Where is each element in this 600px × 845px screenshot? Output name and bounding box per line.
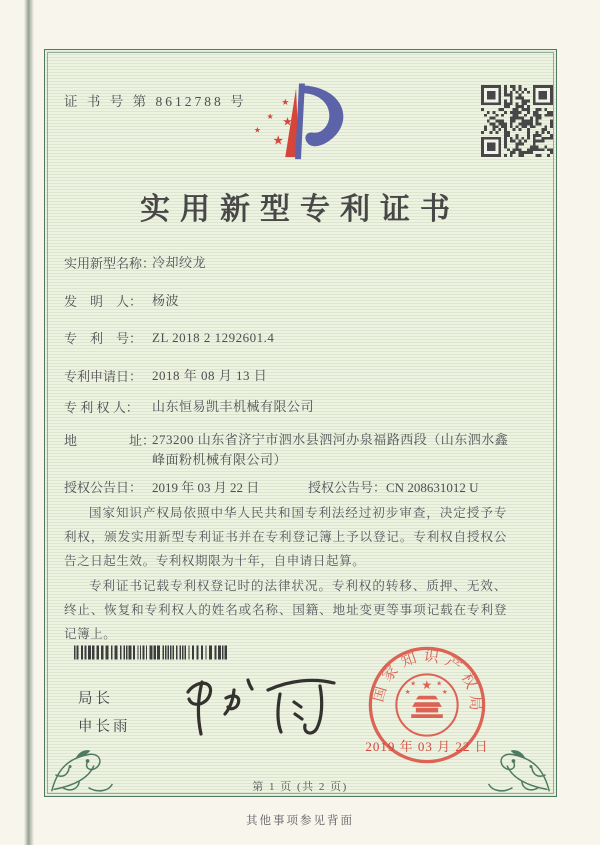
field-value: CN 208631012 U: [386, 480, 479, 495]
logo-star-icon: ★: [266, 111, 274, 121]
qr-code-icon: [481, 85, 553, 157]
field-value: 273200 山东省济宁市泗水县泗河办泉福路西段（山东泗水鑫峰面粉机械有限公司）: [152, 432, 509, 468]
field-label: 地 址：: [64, 433, 156, 448]
field-value: 山东恒易凯丰机械有限公司: [152, 399, 315, 414]
svg-text:★: ★: [410, 679, 417, 688]
director-signature: [168, 668, 358, 743]
page-indicator: 第 1 页 (共 2 页): [252, 781, 348, 793]
legal-paragraph: 国家知识产权局依照中华人民共和国专利法经过初步审查，决定授予专利权，颁发实用新型专利证书并在专利登记簿上予以登记。专利权自授权公告之日起生效。专利权期限为十年，自申请日起算。: [64, 506, 507, 568]
director-name-label: 申长雨: [78, 719, 131, 735]
field-value: 冷却绞龙: [152, 255, 207, 270]
barcode: [74, 645, 231, 660]
field-value: ZL 2018 2 1292601.4: [152, 330, 275, 345]
svg-text:★: ★: [441, 687, 448, 696]
field-row-patent-name: [64, 253, 524, 273]
cnipa-logo: [240, 56, 358, 164]
barcode-icon: [74, 645, 231, 660]
svg-text:★: ★: [436, 679, 443, 688]
svg-text:★: ★: [421, 678, 433, 693]
reverse-side-note: 其他事项参见背面: [246, 815, 354, 827]
scan-edge-shadow: [24, 0, 34, 845]
field-label: 授权公告号：: [308, 480, 387, 495]
logo-star-icon: ★: [253, 125, 261, 135]
certificate-title: 实用新型专利证书: [140, 193, 460, 226]
field-label: 专 利 权 人：: [64, 400, 139, 415]
logo-bowl-shape: [302, 85, 343, 146]
logo-star-icon: ★: [282, 114, 293, 129]
field-label: 专 利 号：: [64, 331, 143, 346]
legal-text-block: [64, 502, 507, 649]
field-row-patentee: [64, 397, 524, 417]
svg-text:★: ★: [404, 687, 411, 696]
field-row-inventor: [64, 291, 524, 311]
field-label: 实用新型名称：: [64, 256, 156, 271]
logo-star-icon: ★: [281, 98, 290, 109]
field-label: 发 明 人：: [64, 294, 143, 309]
certificate-number: 证 书 号 第 8612788 号: [64, 94, 247, 109]
grant-number-group: [308, 477, 478, 496]
qr-code: [481, 85, 553, 157]
field-value: 2018 年 08 月 13 日: [152, 368, 268, 383]
field-value: 杨波: [152, 293, 180, 308]
field-row-patent-number: [64, 328, 524, 348]
cnipa-logo-icon: [240, 56, 358, 164]
seal-date: 2019 年 03 月 22 日: [365, 739, 489, 754]
field-row-grant: [64, 477, 524, 496]
field-value: 2019 年 03 月 22 日: [152, 480, 260, 495]
signature-icon: [168, 668, 358, 743]
legal-paragraph: 专利证书记载专利权登记时的法律状况。专利权的转移、质押、无效、终止、恢复和专利权人的姓名或名称、国籍、地址变更等事项记载在专利登记簿上。: [64, 579, 507, 641]
field-row-address: [64, 430, 524, 470]
field-label: 授权公告日：: [64, 480, 143, 495]
national-emblem-icon: [405, 678, 448, 718]
seal-text: 国家知识产权局: [369, 647, 484, 717]
logo-star-icon: ★: [272, 133, 284, 149]
field-row-application-date: [64, 366, 524, 386]
director-title-label: 局长: [78, 691, 113, 707]
field-label: 专利申请日：: [64, 369, 143, 384]
